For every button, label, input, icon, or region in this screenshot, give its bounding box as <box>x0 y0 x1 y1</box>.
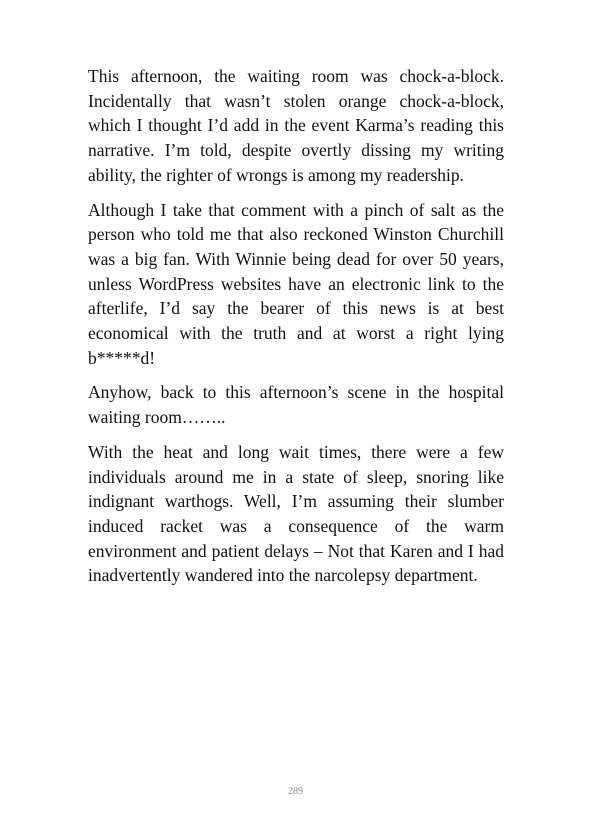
paragraph-4: With the heat and long wait times, there were a few individuals around me in a state of sleep, snoring like indignant warthogs. Well, I’m assuming their slumber induced racket was a consequence of the warm environment and patient delays – Not that Karen and I had inadvertently wandered into the narcolepsy department. <box>88 441 504 586</box>
paragraph-3: Anyhow, back to this afternoon’s scene in the hospital waiting room…….. <box>88 382 504 428</box>
body-text <box>88 64 504 598</box>
paragraph-1: This afternoon, the waiting room was chock-a-block. Incidentally that wasn’t stolen orange chock-a-block, which I thought I’d add in the event Karma’s reading this narrative. I’m told, despite overtly dissing my writing ability, the righter of wrongs is among my readership. <box>88 66 504 185</box>
page-number: 289 <box>288 786 303 797</box>
paragraph-2: Although I take that comment with a pinch of salt as the person who told me that also reckoned Winston Churchill was a big fan. With Winnie being dead for over 50 years, unless WordPress websites have an electronic link to the afterlife, I’d say the bearer of this news is at best economical with the truth and at worst a right lying b*****d! <box>88 199 504 368</box>
